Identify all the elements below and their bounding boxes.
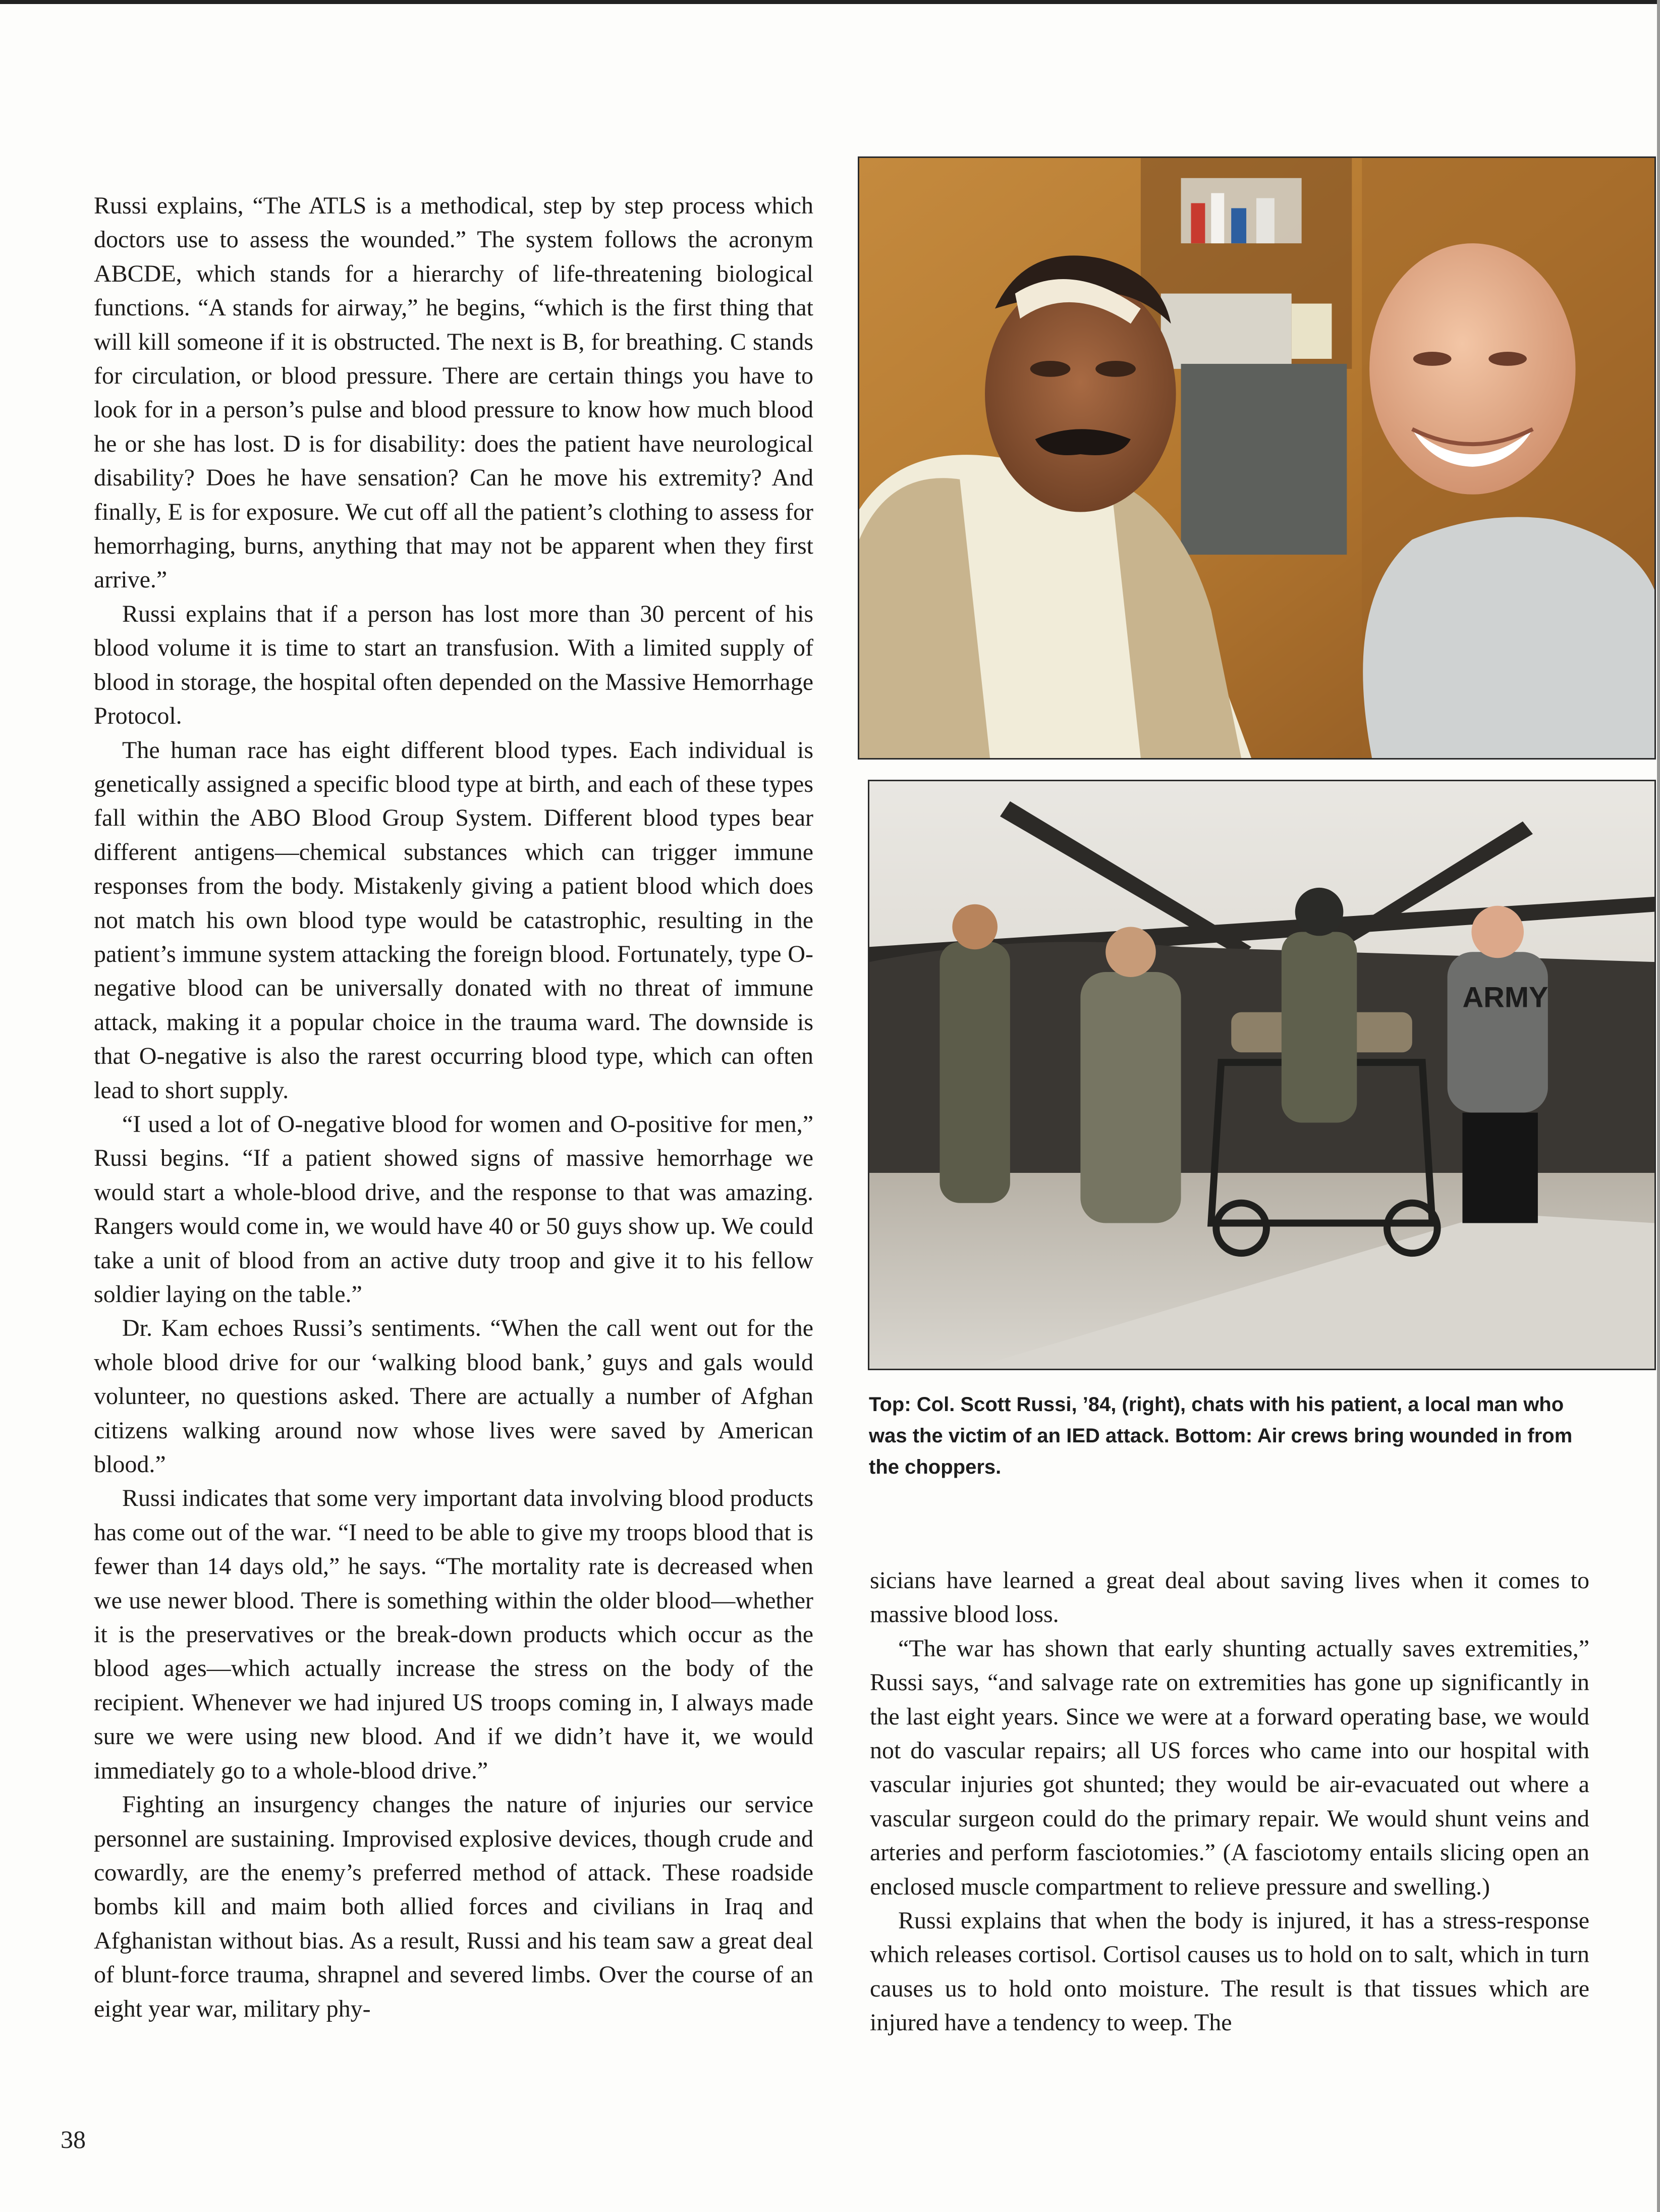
- paragraph: Dr. Kam echoes Russi’s sentiments. “When the call went out for the whole blood drive for our ‘walking blood bank,’ guys and gals would volunteer, no questions asked. There are actually a number of Afghan citizens walking around now whose lives were saved by American blood.”: [94, 1315, 813, 1478]
- photo-doctor-with-patient: [858, 156, 1656, 760]
- paragraph: “I used a lot of O-negative blood for women and O-positive for men,” Russi begins. “If a patient showed signs of massive hemorrhage we would start a whole-blood drive, and the response to that was amazing. Rangers would come in, we would have 40 or 50 guys show up. We could take a unit of blood from an active duty troop and give it to his fellow soldier laying on the table.”: [94, 1110, 813, 1308]
- paragraph: Russi explains that when the body is injured, it has a stress-response which releases cortisol. Cortisol causes us to hold on to salt, which in turn causes us to hold onto moisture. The result is that tissues which are injured have a tendency to weep. The: [870, 1907, 1589, 2036]
- paragraph: Russi explains, “The ATLS is a methodical, step by step process which doctors use to assess the wounded.” The system follows the acronym ABCDE, which stands for a hierarchy of life-threatening biological functions. “A stands for airway,” he begins, “which is the first thing that will kill someone if it is obstructed. The next is B, for breathing. C stands for circulation, or blood pressure. There are certain things you have to look for in a person’s pulse and blood pressure to know how much blood he or she has lost. D is for disability: does the patient have neurological disability? Does he have sensation? Can he move his extremity? And finally, E is for exposure. We cut off all the patient’s clothing to assess for hemorrhaging, burns, anything that may not be apparent when they first arrive.”: [94, 192, 813, 594]
- paragraph: Fighting an insurgency changes the nature of injuries our service personnel are sustaining. Improvised explosive devices, though crude and cowardly, are the enemy’s preferred method of attack. These roadside bombs kill and maim both allied forces and civilians in Iraq and Afghanistan without bias. As a result, Russi and his team saw a great deal of blunt-force trauma, shrapnel and severed limbs. Over the course of an eight year war, military phy-: [94, 1791, 813, 2022]
- paragraph: “The war has shown that early shunting actually saves extremities,” Russi says, “and salvage rate on extremities has gone up significantly in the last eight years. Since we were at a forward operating base, we would not do vascular repairs; all US forces who came into our hospital with vascular injuries got shunted; they would be air-evacuated out where a vascular surgeon could do the primary repair. We would shunt veins and arteries and perform fasciotomies.” (A fasciotomy entails slicing open an enclosed muscle compartment to relieve pressure and swelling.): [870, 1635, 1589, 1900]
- paragraph: sicians have learned a great deal about saving lives when it comes to massive blood loss.: [870, 1567, 1589, 1628]
- photo-air-crew-stretcher-illustration: [869, 781, 1654, 1369]
- page-right-edge: [1657, 0, 1660, 2212]
- page-number: 38: [61, 2125, 86, 2153]
- paragraph: The human race has eight different blood types. Each individual is genetically assigned a specific blood type at birth, and each of these types fall within the ABO Blood Group System. Different blood types bear different antigens—chemical substances which can trigger immune responses from the body. Mistakenly giving a patient blood which does not match his own blood type would be catastrophic, resulting in the patient’s immune system attacking the foreign blood. Fortunately, type O-negative blood can be universally donated with no threat of immune attack, making it a popular choice in the trauma ward. The downside is that O-negative is also the rarest occurring blood type, which can often lead to short supply.: [94, 736, 813, 1104]
- top-edge-rule: [0, 0, 1660, 4]
- photo-doctor-with-patient-illustration: [859, 158, 1654, 758]
- photo-caption: Top: Col. Scott Russi, ’84, (right), chats with his patient, a local man who was the victim of an IED attack. Bottom: Air crews bring wounded in from the choppers.: [869, 1393, 1573, 1478]
- paragraph: Russi explains that if a person has lost more than 30 percent of his blood volume it is time to start an transfusion. With a limited supply of blood in storage, the hospital often depended on the Massive Hemorrhage Protocol.: [94, 600, 813, 730]
- left-text-column: [94, 189, 813, 2026]
- paragraph: Russi indicates that some very important data involving blood products has come out of the war. “I need to be able to give my troops blood that is fewer than 14 days old,” he says. “The mortality rate is decreased when we use newer blood. There is something within the older blood—whether it is the preservatives or the break-down products which occur as the blood ages—which actually increase the stress on the body of the recipient. Whenever we had injured US troops coming in, I always made sure we were using new blood. And if we didn’t have it, we would immediately go to a whole-blood drive.”: [94, 1485, 813, 1784]
- right-text-column: [870, 1563, 1589, 2040]
- photo-air-crew-stretcher: [868, 780, 1656, 1370]
- photo-shirt-text: ARMY: [1462, 981, 1548, 1014]
